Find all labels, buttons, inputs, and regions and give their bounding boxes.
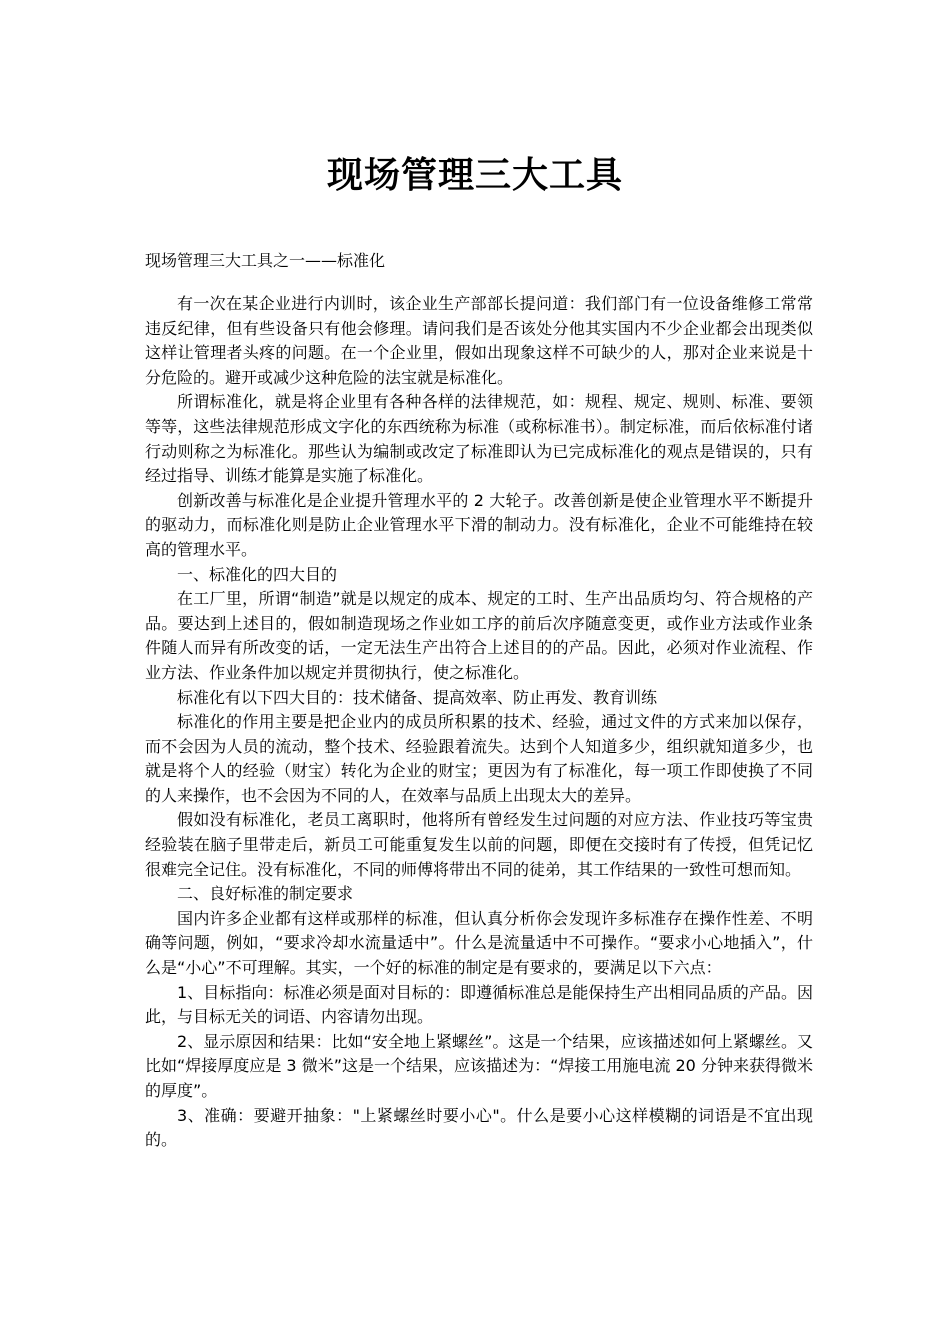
list-item: 1、目标指向：标准必须是面对目标的：即遵循标准总是能保持生产出相同品质的产品。因此，与目标无关的词语、内容请勿出现。	[145, 982, 813, 1027]
section-heading: 二、良好标准的制定要求	[177, 884, 354, 904]
paragraph: 所谓标准化，就是将企业里有各种各样的法律规范，如：规程、规定、规则、标准、要领等等，这些法律规范形成文字化的东西统称为标准（或称标准书）。制定标准，而后依标准付诸行动则称之为标准化。那些认为编制或改定了标准即认为已完成标准化的观点是错误的，只有经过指导、训练才能算是实施了标准化。	[145, 392, 813, 486]
paragraph: 标准化的作用主要是把企业内的成员所积累的技术、经验，通过文件的方式来加以保存，而不会因为人员的流动，整个技术、经验跟着流失。达到个人知道多少，组织就知道多少，也就是将个人的经验（财宝）转化为企业的财宝；更因为有了标准化，每一项工作即使换了不同的人来操作，也不会因为不同的人，在效率与品质上出现太大的差异。	[145, 712, 813, 805]
list-item: 2、显示原因和结果：比如“安全地上紧螺丝”。这是一个结果，应该描述如何上紧螺丝。又比如“焊接厚度应是 3 微米”这是一个结果，应该描述为：“焊接工用施电流 20 分钟来获得微米的厚度”。	[145, 1031, 813, 1100]
list-item: 3、准确：要避开抽象："上紧螺丝时要小心"。什么是要小心这样模糊的词语是不宜出现的。	[145, 1105, 813, 1150]
paragraph: 假如没有标准化，老员工离职时，他将所有曾经发生过问题的对应方法、作业技巧等宝贵经验装在脑子里带走后，新员工可能重复发生以前的问题，即便在交接时有了传授，但凭记忆很难完全记住。没有标准化，不同的师傅将带出不同的徒弟，其工作结果的一致性可想而知。	[145, 810, 813, 879]
section-heading: 一、标准化的四大目的	[177, 564, 338, 584]
paragraph: 标准化有以下四大目的：技术储备、提高效率、防止再发、教育训练	[177, 687, 658, 707]
document-title: 现场管理三大工具	[326, 154, 623, 196]
paragraph: 在工厂里，所谓“制造”就是以规定的成本、规定的工时、生产出品质均匀、符合规格的产品。要达到上述目的，假如制造现场之作业如工序的前后次序随意变更，或作业方法或作业条件随人而异有所改变的话，一定无法生产出符合上述目的的产品。因此，必须对作业流程、作业方法、作业条件加以规定并贯彻执行，使之标准化。	[145, 589, 813, 682]
paragraph: 有一次在某企业进行内训时，该企业生产部部长提问道：我们部门有一位设备维修工常常违反纪律，但有些设备只有他会修理。请问我们是否该处分他其实国内不少企业都会出现类似这样让管理者头疼的问题。在一个企业里，假如出现象这样不可缺少的人，那对企业来说是十分危险的。避开或减少这种危险的法宝就是标准化。	[145, 294, 813, 387]
section-subtitle: 现场管理三大工具之一——标准化	[145, 251, 386, 270]
document-body	[145, 292, 813, 1153]
paragraph: 创新改善与标准化是企业提升管理水平的 2 大轮子。改善创新是使企业管理水平不断提升的驱动力，而标准化则是防止企业管理水平下滑的制动力。没有标准化，企业不可能维持在较高的管理水平。	[145, 490, 813, 559]
paragraph: 国内许多企业都有这样或那样的标准，但认真分析你会发现许多标准存在操作性差、不明确等问题，例如，“要求冷却水流量适中”。什么是流量适中不可操作。“要求小心地插入”，什么是“小心”不可理解。其实，一个好的标准的制定是有要求的，要满足以下六点：	[145, 908, 813, 978]
